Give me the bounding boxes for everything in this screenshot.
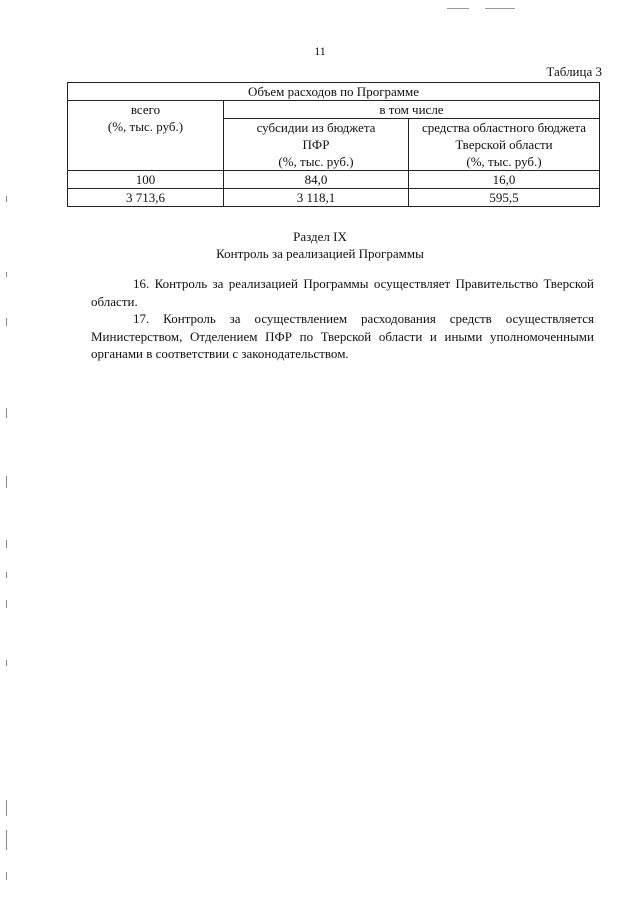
scan-mark (447, 8, 469, 9)
table-header-regional: средства областного бюджета Тверской области (%, тыс. руб.) (409, 119, 600, 171)
table-header-row (68, 101, 600, 119)
scan-mark (6, 540, 7, 548)
page-number: 11 (314, 44, 326, 58)
scan-mark (6, 600, 7, 608)
table-caption: Таблица 3 (546, 64, 602, 79)
scan-mark (6, 660, 7, 666)
scan-mark (6, 272, 7, 277)
scan-mark (6, 408, 7, 418)
table-row (68, 189, 600, 207)
paragraph: 17. Контроль за осуществлением расходования средств осуществляется Министерством, Отделением ПФР по Тверской области и иными уполномоченными органами в соответствии с законодательством. (91, 311, 594, 361)
table-row (68, 171, 600, 189)
scan-mark (6, 476, 7, 488)
scan-mark (6, 872, 7, 880)
scan-mark (6, 318, 7, 326)
table-cell: 16,0 (409, 171, 600, 189)
table-header-including: в том числе (224, 101, 600, 119)
section-title: Контроль за реализацией Программы (216, 246, 424, 261)
section-heading (0, 228, 640, 262)
table-cell: 3 713,6 (68, 189, 224, 207)
paragraph: 16. Контроль за реализацией Программы осуществляет Правительство Тверской области. (91, 276, 594, 309)
body-text (91, 275, 594, 363)
section-number: Раздел IX (293, 229, 347, 244)
table-cell: 3 118,1 (224, 189, 409, 207)
table-cell: 84,0 (224, 171, 409, 189)
table-header-pfr: субсидии из бюджета ПФР (%, тыс. руб.) (224, 119, 409, 171)
budget-table (67, 82, 600, 207)
scan-mark (6, 830, 7, 850)
table-header-main: Объем расходов по Программе (68, 83, 600, 101)
scan-mark (485, 8, 515, 9)
table-cell: 595,5 (409, 189, 600, 207)
scan-mark (6, 800, 7, 816)
table-header-total: всего (%, тыс. руб.) (68, 101, 224, 171)
table-cell: 100 (68, 171, 224, 189)
scan-mark (6, 572, 7, 578)
table-header-row (68, 83, 600, 101)
scan-mark (6, 196, 7, 202)
